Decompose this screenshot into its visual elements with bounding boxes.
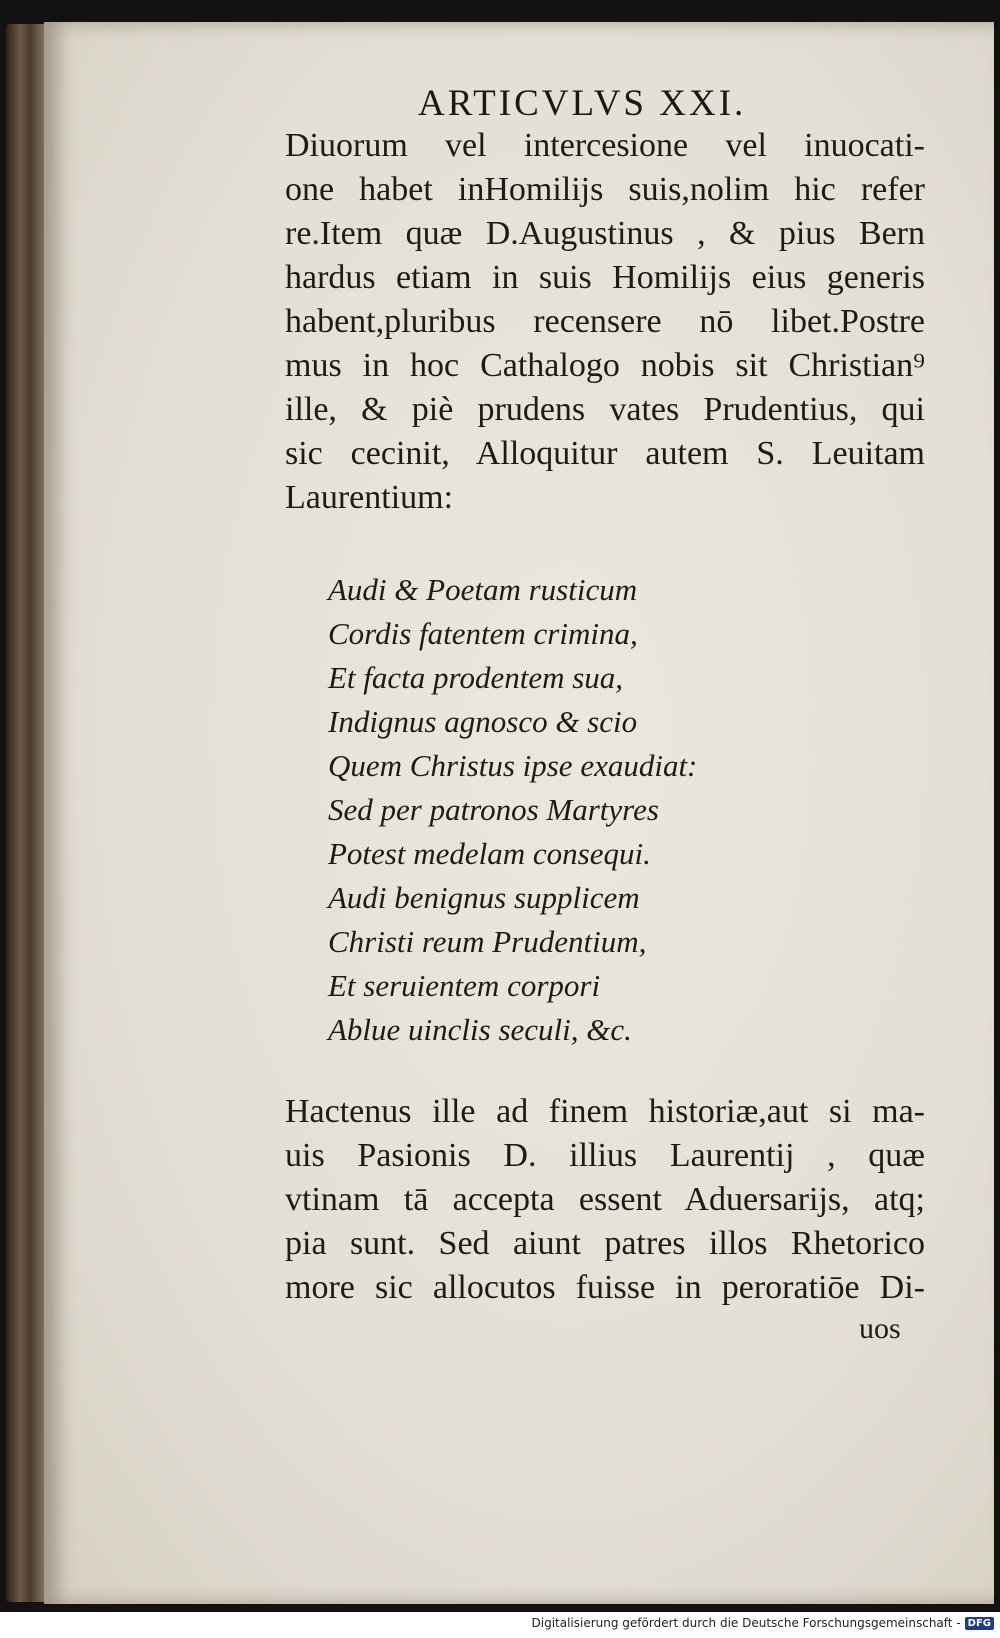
text-line: Laurentium: xyxy=(285,479,454,516)
text-line: mus in hoc Cathalogo nobis sit Christian⁹ xyxy=(285,347,925,384)
text-line: uis Pasionis D. illius Laurentij , quæ xyxy=(285,1137,925,1174)
dfg-logo: DFG xyxy=(965,1617,994,1630)
digitization-credit xyxy=(532,1616,995,1630)
verse-block xyxy=(328,568,848,1052)
verse-line: Et facta prodentem sua, xyxy=(328,660,624,695)
running-header: ARTICVLVS XXI. xyxy=(418,83,747,124)
verse-line: Audi & Poetam rusticum xyxy=(328,572,638,607)
text-line: vtinam tā accepta essent Aduersarijs, atq; xyxy=(285,1181,925,1218)
text-line: pia sunt. Sed aiunt patres illos Rhetorico xyxy=(285,1225,925,1262)
text-line: sic cecinit, Alloquitur autem S. Leuitam xyxy=(285,435,925,472)
verse-line: Indignus agnosco & scio xyxy=(328,704,638,739)
text-line: ille, & piè prudens vates Prudentius, qui xyxy=(285,391,925,428)
text-line: one habet inHomilijs suis,nolim hic refer xyxy=(285,171,925,208)
text-line: Hactenus ille ad finem historiæ,aut si ma- xyxy=(285,1093,925,1130)
text-line: habent,pluribus recensere nō libet.Postre xyxy=(285,303,925,340)
prose-block-bottom xyxy=(285,1090,925,1310)
text-line: more sic allocutos fuisse in peroratiōe Di- xyxy=(285,1269,925,1306)
text-line: hardus etiam in suis Homilijs eius generis xyxy=(285,259,925,296)
verse-line: Quem Christus ipse exaudiat: xyxy=(328,748,698,783)
verse-line: Et seruientem corpori xyxy=(328,968,601,1003)
text-line: Diuorum vel intercesione vel inuocati- xyxy=(285,127,925,164)
verse-line: Cordis fatentem crimina, xyxy=(328,616,638,651)
verse-line: Christi reum Prudentium, xyxy=(328,924,647,959)
prose-block-top xyxy=(285,124,925,520)
catchword: uos xyxy=(859,1312,901,1345)
text-line: re.Item quæ D.Augustinus , & pius Bern xyxy=(285,215,925,252)
verse-line: Ablue uinclis seculi, &c. xyxy=(328,1012,632,1047)
credit-text: Digitalisierung gefördert durch die Deutsche Forschungsgemeinschaft - xyxy=(531,1616,961,1630)
verse-line: Sed per patronos Martyres xyxy=(328,792,659,827)
verse-line: Audi benignus supplicem xyxy=(328,880,640,915)
book-edge xyxy=(6,24,46,1602)
verse-line: Potest medelam consequi. xyxy=(328,836,651,871)
